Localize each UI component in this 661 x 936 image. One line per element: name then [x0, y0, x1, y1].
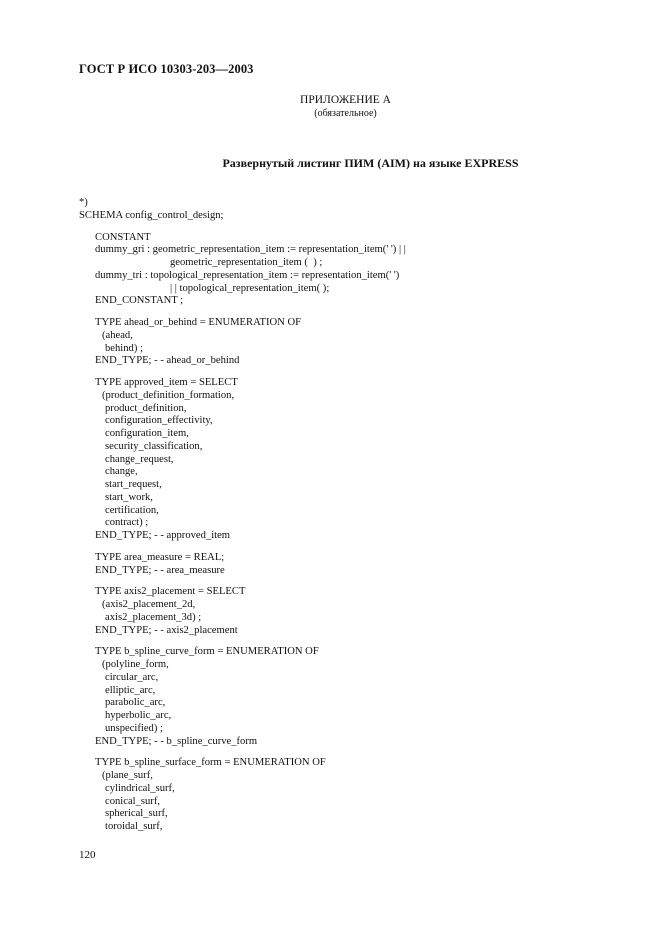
express-listing	[79, 197, 406, 834]
listing-line: (plane_surf,	[102, 770, 153, 781]
listing-line: product_definition,	[105, 402, 187, 414]
listing-line: (axis2_placement_2d,	[102, 599, 196, 610]
listing-gap	[79, 368, 406, 377]
listing-line: dummy_tri : topological_representation_item := representation_item(' ')	[95, 269, 400, 281]
listing-line: configuration_item,	[105, 428, 189, 439]
listing-gap	[79, 748, 406, 757]
listing-line: END_TYPE; - - axis2_placement	[95, 624, 238, 636]
listing-line: TYPE ahead_or_behind = ENUMERATION OF	[95, 317, 302, 328]
listing-line: certification,	[105, 504, 159, 516]
listing-line: parabolic_arc,	[105, 697, 166, 709]
listing-gap	[79, 577, 406, 586]
listing-line: start_work,	[105, 491, 153, 503]
listing-line: security_classification,	[105, 440, 203, 452]
listing-gap	[79, 543, 406, 552]
listing-line: END_CONSTANT ;	[95, 295, 184, 307]
listing-line: change_request,	[105, 453, 174, 465]
listing-line: TYPE approved_item = SELECT	[95, 377, 238, 388]
listing-line: END_TYPE; - - approved_item	[95, 530, 231, 541]
section-title: Развернутый листинг ПИМ (AIM) на языке EXPRESS	[222, 156, 519, 170]
listing-line: axis2_placement_3d) ;	[105, 611, 202, 623]
listing-line: TYPE area_measure = REAL;	[95, 551, 225, 563]
listing-line: hyperbolic_arc,	[105, 710, 172, 721]
listing-line: contract) ;	[105, 517, 149, 529]
appendix-label: ПРИЛОЖЕНИЕ А	[300, 94, 391, 106]
listing-line: (product_definition_formation,	[102, 389, 235, 401]
listing-line: (polyline_form,	[102, 659, 169, 670]
page-number: 120	[79, 849, 96, 861]
listing-gap	[79, 637, 406, 646]
listing-line: circular_arc,	[105, 671, 159, 683]
listing-line: TYPE b_spline_surface_form = ENUMERATION OF	[95, 757, 326, 769]
listing-line: | | topological_representation_item( );	[170, 282, 330, 294]
listing-line: CONSTANT	[95, 231, 151, 243]
listing-line: unspecified) ;	[105, 722, 163, 734]
document-header: ГОСТ Р ИСО 10303-203—2003	[79, 62, 254, 76]
listing-line: configuration_effectivity,	[105, 415, 213, 427]
listing-gap	[79, 308, 406, 317]
listing-line: END_TYPE; - - area_measure	[95, 564, 225, 576]
listing-line: TYPE axis2_placement = SELECT	[95, 586, 246, 598]
listing-line: (ahead,	[102, 329, 133, 341]
listing-line: geometric_representation_item ( ) ;	[170, 257, 323, 268]
listing-line: behind) ;	[105, 342, 143, 354]
listing-line: elliptic_arc,	[105, 684, 156, 696]
listing-line: start_request,	[105, 479, 162, 490]
listing-line: cylindrical_surf,	[105, 782, 175, 794]
listing-line: *)	[79, 197, 88, 208]
listing-line: SCHEMA config_control_design;	[79, 209, 224, 221]
listing-line: TYPE b_spline_curve_form = ENUMERATION OF	[95, 646, 319, 658]
listing-line: conical_surf,	[105, 795, 161, 807]
listing-line: spherical_surf,	[105, 808, 168, 820]
listing-line: toroidal_surf,	[105, 821, 163, 832]
listing-line: change,	[105, 466, 138, 478]
appendix-status: (обязательное)	[314, 108, 377, 119]
listing-line: END_TYPE; - - b_spline_curve_form	[95, 735, 258, 747]
listing-line: END_TYPE; - - ahead_or_behind	[95, 355, 240, 367]
listing-gap	[79, 223, 406, 232]
listing-line: dummy_gri : geometric_representation_item := representation_item(' ') | |	[95, 244, 406, 256]
